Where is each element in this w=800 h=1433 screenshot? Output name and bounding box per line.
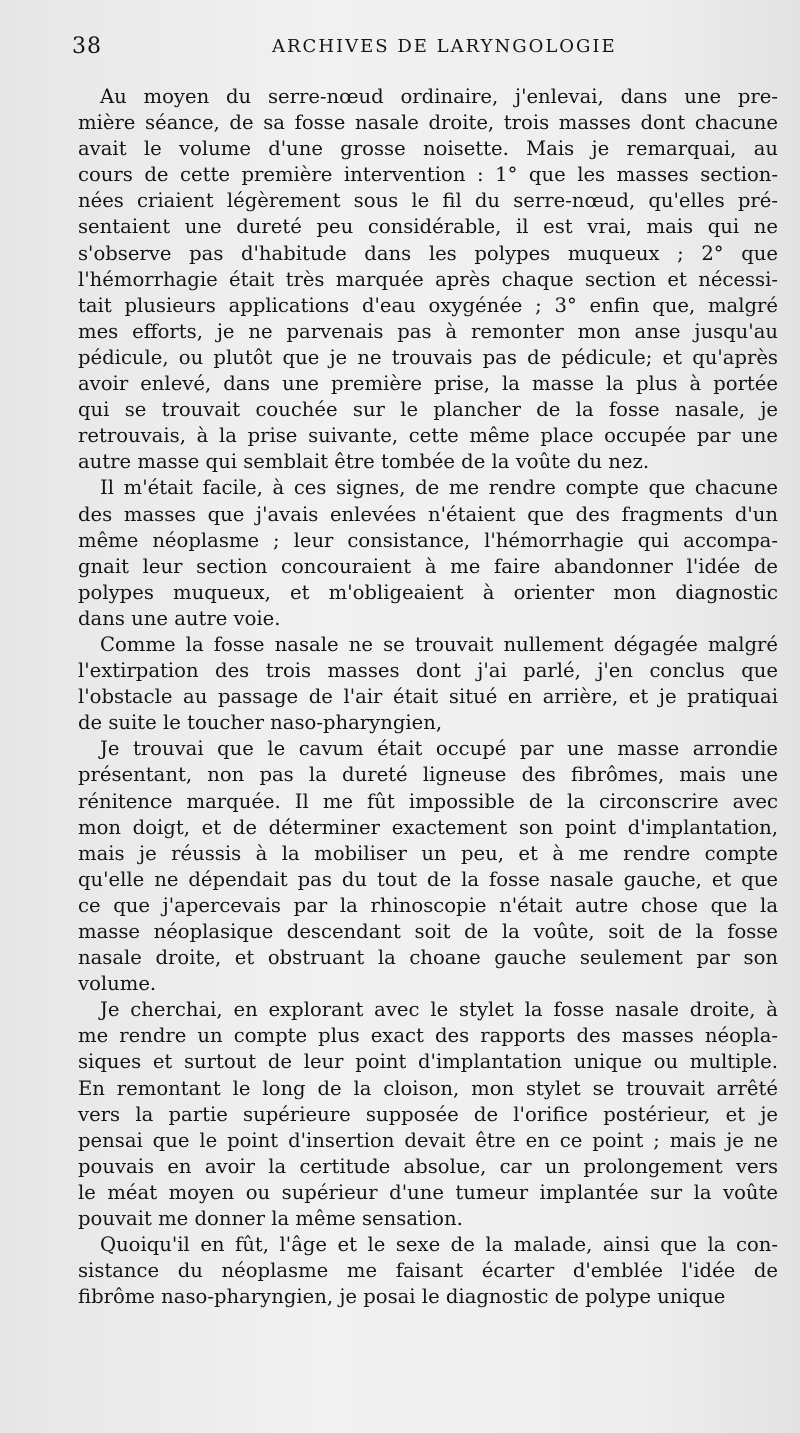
text-line: me rendre un compte plus exact des rapports des masses néopla- <box>78 1024 778 1048</box>
text-line: nées criaient légèrement sous le fil du serre-nœud, qu'elles pré- <box>78 189 778 213</box>
text-line: pouvait me donner la même sensation. <box>78 1207 463 1231</box>
text-line: Je trouvai que le cavum était occupé par une masse arrondie <box>100 737 778 761</box>
text-line: siques et surtout de leur point d'implantation unique ou multiple. <box>78 1050 778 1074</box>
text-line: pensai que le point d'insertion devait être en ce point ; mais je ne <box>78 1128 778 1152</box>
text-line: polypes muqueux, et m'obligeaient à orienter mon diagnostic <box>78 580 778 604</box>
text-line: mon doigt, et de déterminer exactement son point d'implantation, <box>78 815 778 839</box>
text-line: En remontant le long de la cloison, mon stylet se trouvait arrêté <box>78 1076 778 1100</box>
page-number: 38 <box>72 34 102 59</box>
text-line: tait plusieurs applications d'eau oxygénée ; 3° enfin que, malgré <box>78 293 778 317</box>
text-line: mière séance, de sa fosse nasale droite, trois masses dont chacune <box>78 111 778 135</box>
text-line: retrouvais, à la prise suivante, cette même place occupée par une <box>78 424 778 448</box>
text-line: autre masse qui semblait être tombée de la voûte du nez. <box>78 450 650 474</box>
text-line: des masses que j'avais enlevées n'étaient que des fragments d'un <box>78 502 778 526</box>
text-line: sentaient une dureté peu considérable, il est vrai, mais qui ne <box>78 215 778 239</box>
paragraph <box>78 1232 778 1310</box>
body-text <box>78 84 778 1310</box>
text-line: gnait leur section concouraient à me faire abandonner l'idée de <box>78 554 778 578</box>
text-line: pouvais en avoir la certitude absolue, car un prolongement vers <box>78 1154 778 1178</box>
text-line: cours de cette première intervention : 1° que les masses section- <box>78 163 778 187</box>
text-line: dans une autre voie. <box>78 606 281 630</box>
text-line: Comme la fosse nasale ne se trouvait nullement dégagée malgré <box>100 632 778 656</box>
text-line: s'observe pas d'habitude dans les polypes muqueux ; 2° que <box>78 241 778 265</box>
text-line: même néoplasme ; leur consistance, l'hémorrhagie qui accompa- <box>78 528 778 552</box>
text-line: qui se trouvait couchée sur le plancher de la fosse nasale, je <box>78 398 778 422</box>
text-line: présentant, non pas la dureté ligneuse des fibrômes, mais une <box>78 763 778 787</box>
text-line: l'extirpation des trois masses dont j'ai parlé, j'en conclus que <box>78 659 778 683</box>
text-line: Au moyen du serre-nœud ordinaire, j'enlevai, dans une pre- <box>100 85 778 108</box>
text-line: vers la partie supérieure supposée de l'orifice postérieur, et je <box>78 1102 778 1126</box>
running-title: ARCHIVES DE LARYNGOLOGIE <box>272 36 617 57</box>
text-line: volume. <box>78 972 157 996</box>
text-line: le méat moyen ou supérieur d'une tumeur implantée sur la voûte <box>78 1180 778 1204</box>
text-line: pédicule, ou plutôt que je ne trouvais pas de pédicule; et qu'après <box>78 345 778 369</box>
text-line: avait le volume d'une grosse noisette. Mais je remarquai, au <box>78 137 778 161</box>
text-line: avoir enlevé, dans une première prise, la masse la plus à portée <box>78 372 778 396</box>
text-line: ce que j'apercevais par la rhinoscopie n'était autre chose que la <box>78 893 778 917</box>
text-line: nasale droite, et obstruant la choane gauche seulement par son <box>78 946 778 970</box>
text-line: sistance du néoplasme me faisant écarter d'emblée l'idée de <box>78 1259 778 1283</box>
text-line: Je cherchai, en explorant avec le stylet la fosse nasale droite, à <box>100 998 778 1022</box>
text-line: Il m'était facile, à ces signes, de me rendre compte que chacune <box>100 476 778 500</box>
paragraph <box>78 84 778 475</box>
text-line: masse néoplasique descendant soit de la voûte, soit de la fosse <box>78 920 778 943</box>
text-line: mais je réussis à la mobiliser un peu, et à me rendre compte <box>78 841 778 865</box>
text-line: rénitence marquée. Il me fût impossible de la circonscrire avec <box>78 789 778 813</box>
paragraph <box>78 632 778 736</box>
text-line: Quoiqu'il en fût, l'âge et le sexe de la malade, ainsi que la con- <box>100 1233 778 1257</box>
paragraph <box>78 997 778 1232</box>
text-line: l'obstacle au passage de l'air était situé en arrière, et je pratiquai <box>78 685 778 709</box>
text-line: fibrôme naso-pharyngien, je posai le diagnostic de polype unique <box>78 1285 726 1309</box>
text-line: qu'elle ne dépendait pas du tout de la fosse nasale gauche, et que <box>78 867 778 891</box>
paragraph <box>78 475 778 632</box>
paragraph <box>78 736 778 997</box>
text-line: mes efforts, je ne parvenais pas à remonter mon anse jusqu'au <box>78 319 778 343</box>
page-header <box>72 34 760 68</box>
text-line: de suite le toucher naso-pharyngien, <box>78 711 443 735</box>
text-line: l'hémorrhagie était très marquée après chaque section et nécessi- <box>78 267 778 291</box>
